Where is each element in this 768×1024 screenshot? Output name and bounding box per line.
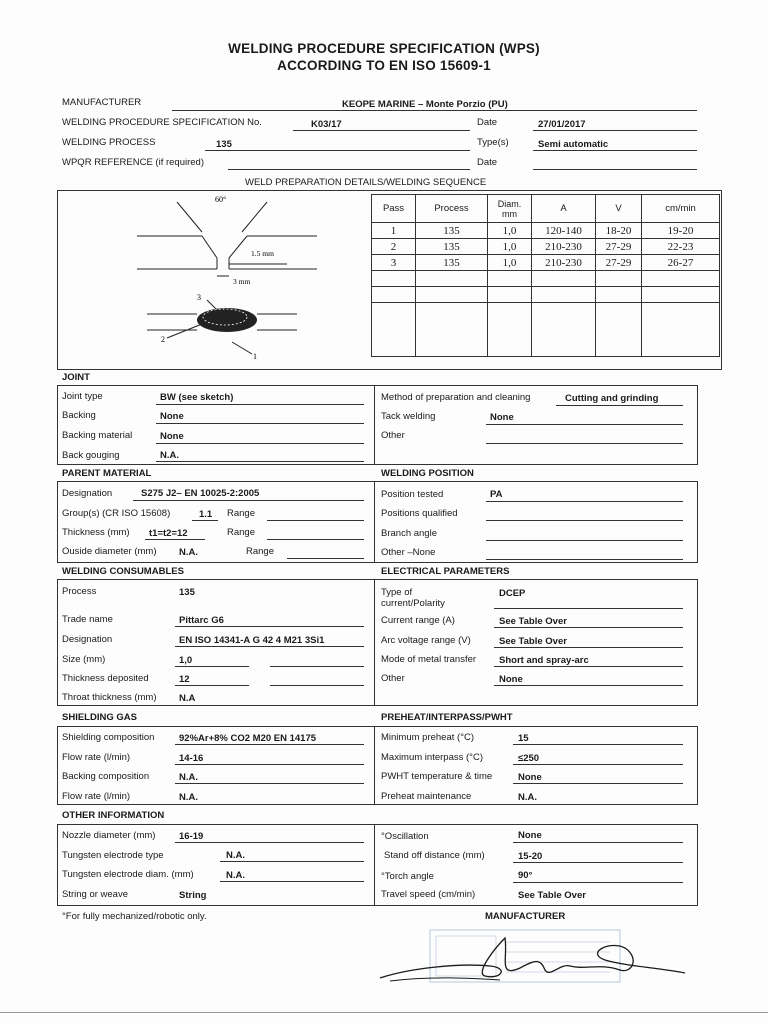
preheat-maint-value: N.A. xyxy=(518,792,537,803)
position-tested-value: PA xyxy=(490,489,503,500)
stamp-frame xyxy=(430,930,620,982)
cell: 2 xyxy=(372,239,416,255)
field-line xyxy=(486,540,683,541)
gas-flow2-value: N.A. xyxy=(179,792,198,803)
wps-no-value: K03/17 xyxy=(311,119,342,130)
field-line xyxy=(494,647,683,648)
col-pass: Pass xyxy=(372,195,416,223)
current-range-label: Current range (A) xyxy=(381,615,455,626)
types-line xyxy=(533,150,697,151)
method-value: Cutting and grinding xyxy=(565,393,659,404)
field-line xyxy=(175,842,364,843)
current-type-label-1: Type of xyxy=(381,587,413,598)
field-line xyxy=(513,744,683,745)
field-line xyxy=(267,539,364,540)
field-line xyxy=(486,501,683,502)
gas-flow-label: Flow rate (l/min) xyxy=(62,752,131,763)
table-row xyxy=(372,303,720,357)
cell: 135 xyxy=(416,239,488,255)
groups-label: Group(s) (CR ISO 15608) xyxy=(62,508,171,519)
tack-label: Tack welding xyxy=(381,411,436,422)
cons-designation-label: Designation xyxy=(62,634,113,645)
field-line xyxy=(486,520,683,521)
other-title: OTHER INFORMATION xyxy=(62,810,165,821)
min-preheat-value: 15 xyxy=(518,733,529,744)
tungsten-diam-label: Tungsten electrode diam. (mm) xyxy=(62,869,194,880)
cell: 120-140 xyxy=(532,223,596,239)
cell: 1,0 xyxy=(488,239,532,255)
field-line xyxy=(513,783,683,784)
field-line xyxy=(494,666,683,667)
cell: 1 xyxy=(372,223,416,239)
field-line xyxy=(486,424,683,425)
joint-divider xyxy=(374,385,375,465)
mode-value: Short and spray-arc xyxy=(499,655,589,666)
field-line xyxy=(513,764,683,765)
designation-value: S275 J2– EN 10025-2:2005 xyxy=(141,488,260,499)
field-line xyxy=(513,842,683,843)
voltage-value: See Table Over xyxy=(499,636,567,647)
gap-label-2: 3 mm xyxy=(233,277,251,286)
pwht-label: PWHT temperature & time xyxy=(381,771,493,782)
date2-label: Date xyxy=(477,157,498,168)
elec-other-value: None xyxy=(499,674,523,685)
field-line xyxy=(145,539,205,540)
manufacturer-line xyxy=(172,110,697,111)
manufacturer-value: KEOPE MARINE – Monte Porzio (PU) xyxy=(342,99,508,110)
field-line xyxy=(175,646,364,647)
date-label: Date xyxy=(477,117,498,128)
min-preheat-label: Minimum preheat (°C) xyxy=(381,732,475,743)
col-diam: Diam. mm xyxy=(488,195,532,223)
tack-value: None xyxy=(490,412,514,423)
cell: 19-20 xyxy=(642,223,720,239)
torch-angle-label: °Torch angle xyxy=(381,871,434,882)
groups-value: 1.1 xyxy=(199,509,213,520)
table-row xyxy=(372,287,720,303)
field-line xyxy=(267,520,364,521)
max-interpass-label: Maximum interpass (°C) xyxy=(381,752,483,763)
string-label: String or weave xyxy=(62,889,129,900)
cell: 210-230 xyxy=(532,255,596,271)
standoff-label: Stand off distance (mm) xyxy=(384,850,485,861)
footer-note: °For fully mechanized/robotic only. xyxy=(62,911,207,922)
travel-speed-value: See Table Over xyxy=(518,890,586,901)
field-line xyxy=(175,764,364,765)
table-row xyxy=(372,239,720,255)
standoff-value: 15-20 xyxy=(518,851,543,862)
positions-qualified-label: Positions qualified xyxy=(381,508,458,519)
nozzle-label: Nozzle diameter (mm) xyxy=(62,830,156,841)
table-row xyxy=(372,255,720,271)
field-line xyxy=(156,461,364,462)
pass-table xyxy=(371,194,720,357)
preheat-title: PREHEAT/INTERPASS/PWHT xyxy=(381,712,513,723)
joint-type-label: Joint type xyxy=(62,391,103,402)
thickness-range-label: Range xyxy=(227,527,255,538)
field-line xyxy=(220,881,364,882)
gas-divider xyxy=(374,726,375,805)
joint-title: JOINT xyxy=(62,372,90,383)
pass-table-header xyxy=(372,195,720,223)
process-line xyxy=(205,150,470,151)
gas-flow-value: 14-16 xyxy=(179,753,204,764)
field-line xyxy=(494,685,683,686)
trade-value: Pittarc G6 xyxy=(179,615,224,626)
cell: 22-23 xyxy=(642,239,720,255)
field-line xyxy=(192,520,218,521)
string-value: String xyxy=(179,890,207,901)
od-label: Ouside diameter (mm) xyxy=(62,546,157,557)
gas-comp-value: 92%Ar+8% CO2 M20 EN 14175 xyxy=(179,733,317,744)
weld-joint-sketch xyxy=(57,192,370,368)
throat-value: N.A xyxy=(179,693,196,704)
cell: 27-29 xyxy=(596,239,642,255)
max-interpass-value: ≤250 xyxy=(518,753,540,764)
date2-line xyxy=(533,169,697,170)
field-line xyxy=(156,404,364,405)
current-type-value: DCEP xyxy=(499,588,526,599)
field-line xyxy=(556,405,683,406)
thickness-value: t1=t2=12 xyxy=(149,528,188,539)
gas-title: SHIELDING GAS xyxy=(62,712,137,723)
cell: 135 xyxy=(416,223,488,239)
company-stamp-signature xyxy=(370,918,700,998)
backing-value: None xyxy=(160,411,184,422)
page-bottom-edge xyxy=(0,1012,768,1013)
gas-backing-label: Backing composition xyxy=(62,771,150,782)
pass-label-1: 1 xyxy=(253,352,257,361)
cell: 18-20 xyxy=(596,223,642,239)
parent-title: PARENT MATERIAL xyxy=(62,468,152,479)
current-range-value: See Table Over xyxy=(499,616,567,627)
groups-range-label: Range xyxy=(227,508,255,519)
joint-type-value: BW (see sketch) xyxy=(160,392,234,403)
cell: 27-29 xyxy=(596,255,642,271)
oscillation-label: °Oscillation xyxy=(381,831,429,842)
designation-label: Designation xyxy=(62,488,113,499)
wpqr-label: WPQR REFERENCE (if required) xyxy=(62,157,204,168)
cell: 1,0 xyxy=(488,255,532,271)
types-value: Semi automatic xyxy=(538,139,609,150)
throat-label: Throat thickness (mm) xyxy=(62,692,157,703)
size-label: Size (mm) xyxy=(62,654,106,665)
position-other-label: Other –None xyxy=(381,547,436,558)
manufacturer-label: MANUFACTURER xyxy=(62,97,142,108)
backing-material-label: Backing material xyxy=(62,430,133,441)
consumables-title: WELDING CONSUMABLES xyxy=(62,566,184,577)
gas-comp-label: Shielding composition xyxy=(62,732,155,743)
field-line xyxy=(175,783,364,784)
sequence-title: WELD PREPARATION DETAILS/WELDING SEQUENCE xyxy=(245,177,487,188)
field-line xyxy=(220,861,364,862)
wps-no-line xyxy=(293,130,470,131)
od-range-label: Range xyxy=(246,546,274,557)
travel-speed-label: Travel speed (cm/min) xyxy=(381,889,476,900)
date-line xyxy=(533,130,697,131)
field-line xyxy=(156,423,364,424)
process-label: WELDING PROCESS xyxy=(62,137,156,148)
footer-manufacturer: MANUFACTURER xyxy=(485,911,566,922)
consumables-box xyxy=(57,579,698,706)
cell: 3 xyxy=(372,255,416,271)
gas-flow2-label: Flow rate (l/min) xyxy=(62,791,131,802)
cell: 210-230 xyxy=(532,239,596,255)
field-line xyxy=(156,443,364,444)
consumables-divider xyxy=(374,579,375,706)
elec-other-label: Other xyxy=(381,673,405,684)
gas-backing-value: N.A. xyxy=(179,772,198,783)
tungsten-type-label: Tungsten electrode type xyxy=(62,850,164,861)
field-line xyxy=(486,559,683,560)
torch-angle-value: 90° xyxy=(518,870,533,881)
od-value: N.A. xyxy=(179,547,198,558)
doc-title-line1: WELDING PROCEDURE SPECIFICATION (WPS) xyxy=(228,41,540,56)
size-value: 1,0 xyxy=(179,655,193,666)
nozzle-value: 16-19 xyxy=(179,831,204,842)
angle-label: 60° xyxy=(215,195,227,204)
other-divider xyxy=(374,824,375,906)
position-tested-label: Position tested xyxy=(381,489,444,500)
types-label: Type(s) xyxy=(477,137,509,148)
tungsten-diam-value: N.A. xyxy=(226,870,245,881)
field-line xyxy=(270,666,364,667)
gap-label-1: 1.5 mm xyxy=(251,249,274,258)
backing-material-value: None xyxy=(160,431,184,442)
thickness-dep-value: 12 xyxy=(179,674,190,685)
date-value: 27/01/2017 xyxy=(538,119,586,130)
pass-label-3: 3 xyxy=(197,293,201,302)
voltage-label: Arc voltage range (V) xyxy=(381,635,471,646)
weld-bead xyxy=(197,308,257,332)
cons-process-value: 135 xyxy=(179,587,195,598)
field-line xyxy=(287,558,364,559)
col-a: A xyxy=(532,195,596,223)
field-line xyxy=(486,443,683,444)
table-row xyxy=(372,223,720,239)
cell: 26-27 xyxy=(642,255,720,271)
joint-other-label: Other xyxy=(381,430,405,441)
wpqr-line xyxy=(228,169,470,170)
field-line xyxy=(133,500,364,501)
pass-label-2: 2 xyxy=(161,335,165,344)
backing-label: Backing xyxy=(62,410,96,421)
pwht-value: None xyxy=(518,772,542,783)
wps-no-label: WELDING PROCEDURE SPECIFICATION No. xyxy=(62,117,262,128)
field-line xyxy=(175,685,249,686)
back-gouging-value: N.A. xyxy=(160,450,179,461)
cell: 135 xyxy=(416,255,488,271)
process-value: 135 xyxy=(216,139,232,150)
back-gouging-label: Back gouging xyxy=(62,450,120,461)
trade-label: Trade name xyxy=(62,614,113,625)
method-label: Method of preparation and cleaning xyxy=(381,392,531,403)
doc-title-line2: ACCORDING TO EN ISO 15609-1 xyxy=(277,58,491,73)
field-line xyxy=(175,744,364,745)
branch-angle-label: Branch angle xyxy=(381,528,437,539)
table-row xyxy=(372,271,720,287)
electrical-title: ELECTRICAL PARAMETERS xyxy=(381,566,510,577)
cons-process-label: Process xyxy=(62,586,97,597)
preheat-maint-label: Preheat maintenance xyxy=(381,791,472,802)
oscillation-value: None xyxy=(518,830,542,841)
position-title: WELDING POSITION xyxy=(381,468,474,479)
cell: 1,0 xyxy=(488,223,532,239)
col-v: V xyxy=(596,195,642,223)
cons-designation-value: EN ISO 14341-A G 42 4 M21 3Si1 xyxy=(179,635,325,646)
field-line xyxy=(513,862,683,863)
field-line xyxy=(513,882,683,883)
field-line xyxy=(494,608,683,609)
field-line xyxy=(175,626,364,627)
col-process: Process xyxy=(416,195,488,223)
col-cmmin: cm/min xyxy=(642,195,720,223)
field-line xyxy=(494,627,683,628)
mode-label: Mode of metal transfer xyxy=(381,654,477,665)
field-line xyxy=(175,666,249,667)
thickness-label: Thickness (mm) xyxy=(62,527,130,538)
field-line xyxy=(270,685,364,686)
parent-divider xyxy=(374,481,375,563)
thickness-dep-label: Thickness deposited xyxy=(62,673,149,684)
tungsten-type-value: N.A. xyxy=(226,850,245,861)
current-type-label-2: current/Polarity xyxy=(381,598,445,609)
